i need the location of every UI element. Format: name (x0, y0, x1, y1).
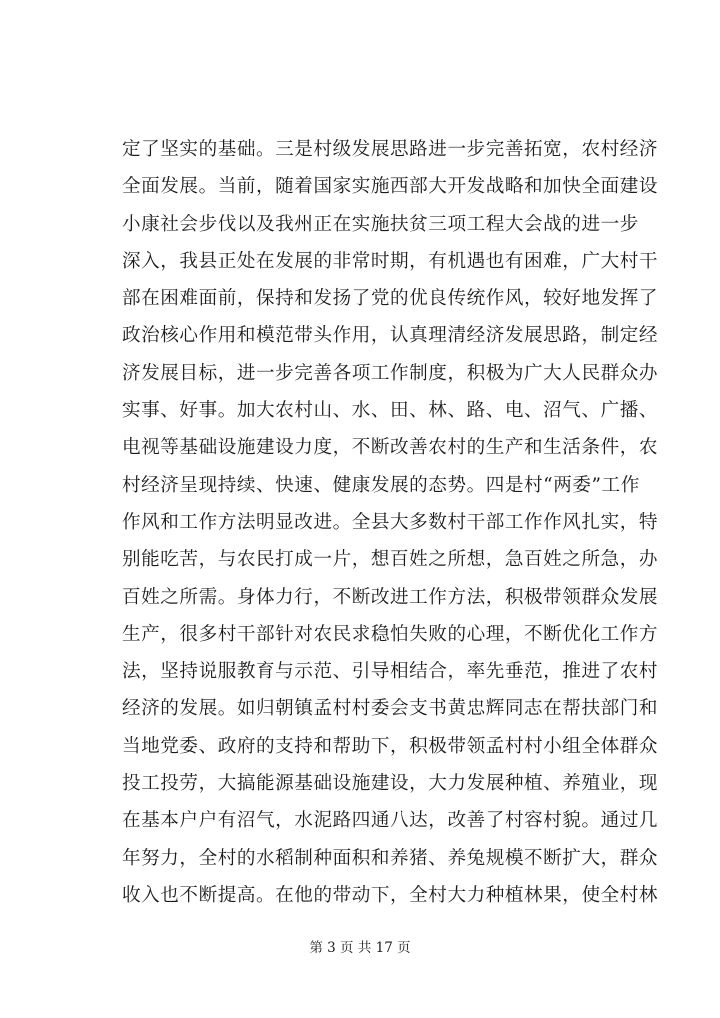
text-line: 实事、好事。加大农村山、水、田、林、路、电、沼气、广播、 (122, 400, 659, 422)
text-line: 生产，很多村干部针对农民求稳怕失败的心理，不断优化工作方 (122, 623, 659, 645)
text-line: 定了坚实的基础。三是村级发展思路进一步完善拓宽，农村经济 (122, 139, 659, 160)
body-text (122, 131, 659, 914)
text-line: 深入，我县正处在发展的非常时期，有机遇也有困难，广大村干 (122, 250, 659, 272)
text-line: 收入也不断提高。在他的带动下，全村大力种植林果，使全村林 (122, 884, 659, 906)
page-number-footer: 第 3 页 共 17 页 (309, 940, 411, 956)
text-line: 电视等基础设施建设力度，不断改善农村的生产和生活条件，农 (122, 437, 659, 459)
text-line: 百姓之所需。身体力行，不断改进工作方法，积极带领群众发展 (122, 586, 659, 608)
text-line: 济发展目标，进一步完善各项工作制度，积极为广大人民群众办 (122, 362, 659, 384)
text-line: 当地党委、政府的支持和帮助下，积极带领孟村村小组全体群众 (122, 735, 659, 757)
text-line: 作风和工作方法明显改进。全县大多数村干部工作作风扎实，特 (122, 511, 659, 533)
text-line: 法，坚持说服教育与示范、引导相结合，率先垂范，推进了农村 (122, 661, 659, 683)
text-line: 小康社会步伐以及我州正在实施扶贫三项工程大会战的进一步 (122, 213, 639, 235)
text-line: 全面发展。当前，随着国家实施西部大开发战略和加快全面建设 (122, 176, 659, 198)
text-line: 投工投劳，大搞能源基础设施建设，大力发展种植、养殖业，现 (122, 773, 659, 795)
text-line: 政治核心作用和模范带头作用，认真理清经济发展思路，制定经 (122, 325, 659, 347)
text-line: 村经济呈现持续、快速、健康发展的态势。四是村“两委”工作 (122, 474, 640, 496)
text-line: 在基本户户有沼气，水泥路四通八达，改善了村容村貌。通过几 (122, 810, 659, 832)
text-line: 年努力，全村的水稻制种面积和养猪、养兔规模不断扩大，群众 (122, 847, 659, 869)
text-line: 部在困难面前，保持和发扬了党的优良传统作风，较好地发挥了 (122, 288, 659, 310)
text-line: 经济的发展。如归朝镇孟村村委会支书黄忠辉同志在帮扶部门和 (122, 698, 659, 720)
text-line: 别能吃苦，与农民打成一片，想百姓之所想，急百姓之所急，办 (122, 549, 659, 571)
